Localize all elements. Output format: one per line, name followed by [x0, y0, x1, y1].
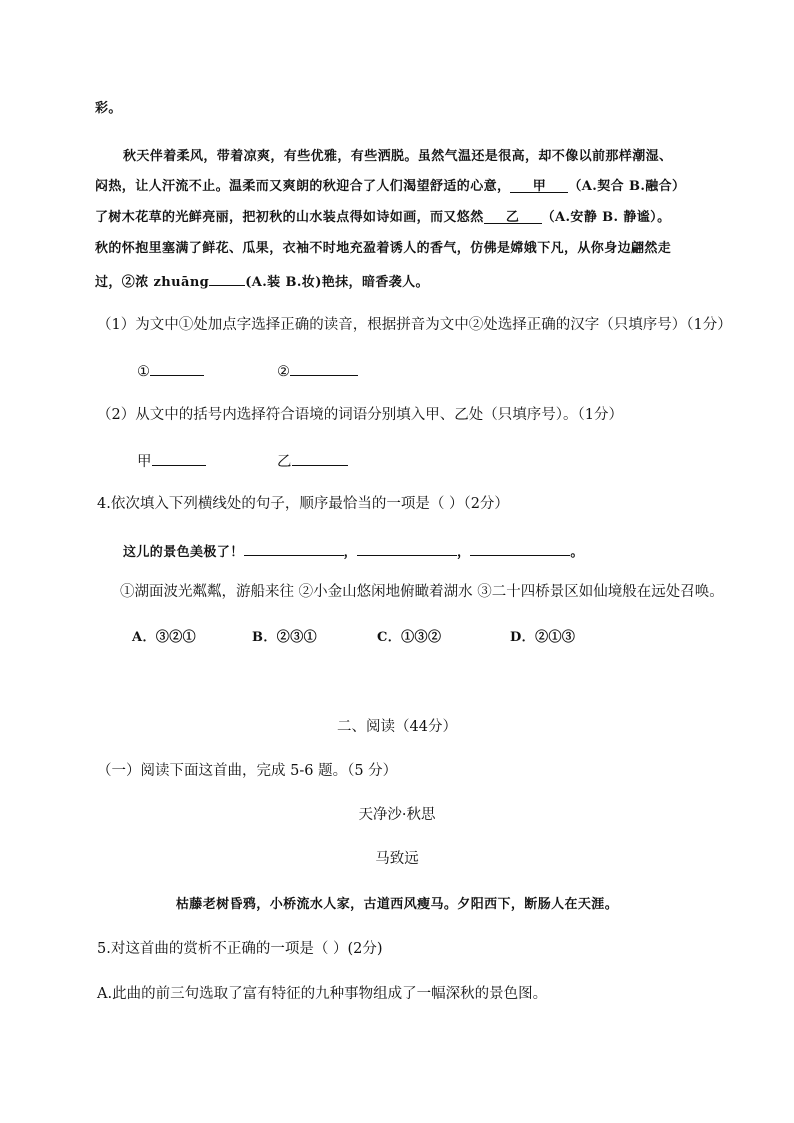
blank-zhuang[interactable] — [209, 273, 245, 286]
sentence-blank-2[interactable] — [357, 543, 457, 556]
q3-blank-2: ② — [277, 363, 358, 380]
q4-choice-d[interactable]: D．②①③ — [510, 630, 576, 645]
sentence-blank-1[interactable] — [244, 543, 344, 556]
q4-choice-a[interactable]: A．③②① — [132, 630, 197, 645]
q4-sentence: 这儿的景色美极了！ ， ， 。 — [123, 545, 584, 560]
q4-choice-c[interactable]: C．①③② — [377, 630, 442, 645]
answer-blank-2[interactable] — [290, 363, 358, 376]
q3-sub2: （2）从文中的括号内选择符合语境的词语分别填入甲、乙处（只填序号）。（1分） — [97, 407, 623, 423]
section-part1: （一）阅读下面这首曲，完成 5-6 题。（5 分） — [97, 763, 398, 779]
poem-title: 天净沙·秋思 — [358, 807, 436, 823]
answer-blank-1[interactable] — [150, 363, 204, 376]
passage-line-0: 彩。 — [95, 101, 122, 116]
blank-yi[interactable]: 乙 — [484, 211, 542, 224]
q4-options-text: ①湖面波光粼粼，游船来往 ②小金山悠闲地俯瞰着湖水 ③二十四桥景区如仙境般在远处召唤。 — [120, 584, 724, 600]
passage-line-4: 秋的怀抱里塞满了鲜花、瓜果，衣袖不时地充盈着诱人的香气，仿佛是嫦娥下凡，从你身边翩然走 — [95, 241, 672, 256]
poem-text: 枯藤老树昏鸦，小桥流水人家，古道西风瘦马。夕阳西下，断肠人在天涯。 — [175, 897, 619, 912]
q3-blank-yi: 乙 — [277, 453, 348, 470]
q3-blank-jia: 甲 — [137, 453, 206, 470]
blank-jia[interactable]: 甲 — [510, 180, 568, 193]
section-title: 二、阅读（44分） — [337, 719, 457, 735]
q3-sub1: （1）为文中①处加点字选择正确的读音，根据拼音为文中②处选择正确的汉字（只填序号）（1分） — [97, 317, 732, 333]
answer-blank-yi[interactable] — [292, 453, 348, 466]
q5-stem: 5.对这首曲的赏析不正确的一项是（ ）(2分) — [97, 941, 383, 957]
q4-stem: 4.依次填入下列横线处的句子，顺序最恰当的一项是（ ）（2分） — [97, 496, 509, 512]
q3-blank-1: ① — [137, 363, 204, 380]
passage-line-3: 了树木花草的光鲜亮丽，把初秋的山水装点得如诗如画，而又悠然 乙 （A.安静 B. 静谧）。 — [95, 210, 671, 225]
answer-blank-jia[interactable] — [152, 453, 206, 466]
passage-line-5: 过，②浓 zhuāng (A.装 B.妆)艳抹，暗香袭人。 — [95, 275, 429, 290]
q5-option-a[interactable]: A.此曲的前三句选取了富有特征的九种事物组成了一幅深秋的景色图。 — [97, 986, 548, 1002]
passage-line-2: 闷热，让人汗流不止。温柔而又爽朗的秋迎合了人们渴望舒适的心意， 甲 （A.契合 B.融合） — [95, 179, 686, 194]
q4-choice-b[interactable]: B．②③① — [252, 630, 317, 645]
poem-author: 马致远 — [375, 851, 419, 867]
sentence-blank-3[interactable] — [470, 543, 570, 556]
passage-line-1: 秋天伴着柔风，带着凉爽，有些优雅，有些洒脱。虽然气温还是很高，却不像以前那样潮湿、 — [123, 149, 673, 164]
